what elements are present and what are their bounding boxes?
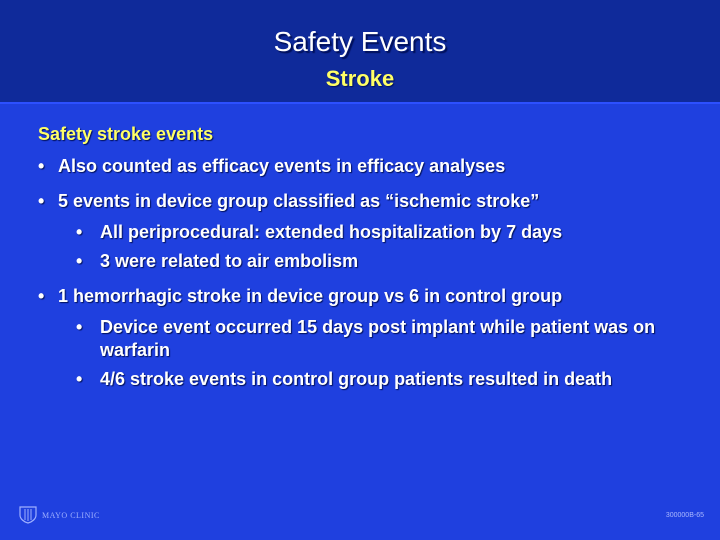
bullet-icon: • — [38, 286, 45, 306]
slide-content — [38, 124, 698, 403]
logo-text: MAYO CLINIC — [42, 510, 100, 520]
title-bar — [0, 0, 720, 104]
bullet-icon: • — [76, 369, 83, 389]
bullet-icon: • — [76, 222, 83, 242]
bullet-group-3 — [38, 285, 698, 391]
slide-code: 300000B-65 — [665, 512, 704, 519]
bullet-text: 1 hemorrhagic stroke in device group vs 6 in control group — [58, 286, 563, 306]
bullet-item — [38, 285, 698, 308]
footer-logo — [18, 506, 100, 524]
section-heading: Safety stroke events — [38, 124, 214, 144]
sub-bullet-item — [38, 368, 698, 391]
bullet-item — [38, 190, 698, 213]
sub-bullet-text: Device event occurred 15 days post implant while patient was on warfarin — [100, 317, 656, 360]
slide-title: Safety Events — [273, 26, 447, 57]
sub-bullet-text: 3 were related to air embolism — [100, 251, 359, 271]
sub-bullet-item — [38, 250, 698, 273]
mayo-shield-icon — [18, 506, 38, 524]
bullet-icon: • — [76, 251, 83, 271]
bullet-text: 5 events in device group classified as “ischemic stroke” — [58, 191, 540, 211]
bullet-group-1 — [38, 155, 698, 178]
bullet-text: Also counted as efficacy events in efficacy analyses — [58, 156, 506, 176]
sub-bullet-item — [38, 221, 698, 244]
bullet-icon: • — [38, 156, 45, 176]
sub-bullet-text: 4/6 stroke events in control group patients resulted in death — [100, 369, 613, 389]
bullet-icon: • — [38, 191, 45, 211]
slide-subtitle: Stroke — [325, 66, 395, 91]
sub-bullet-text: All periprocedural: extended hospitalization by 7 days — [100, 222, 563, 242]
bullet-item — [38, 155, 698, 178]
sub-bullet-item — [38, 316, 698, 362]
bullet-group-2 — [38, 190, 698, 273]
bullet-icon: • — [76, 317, 83, 337]
